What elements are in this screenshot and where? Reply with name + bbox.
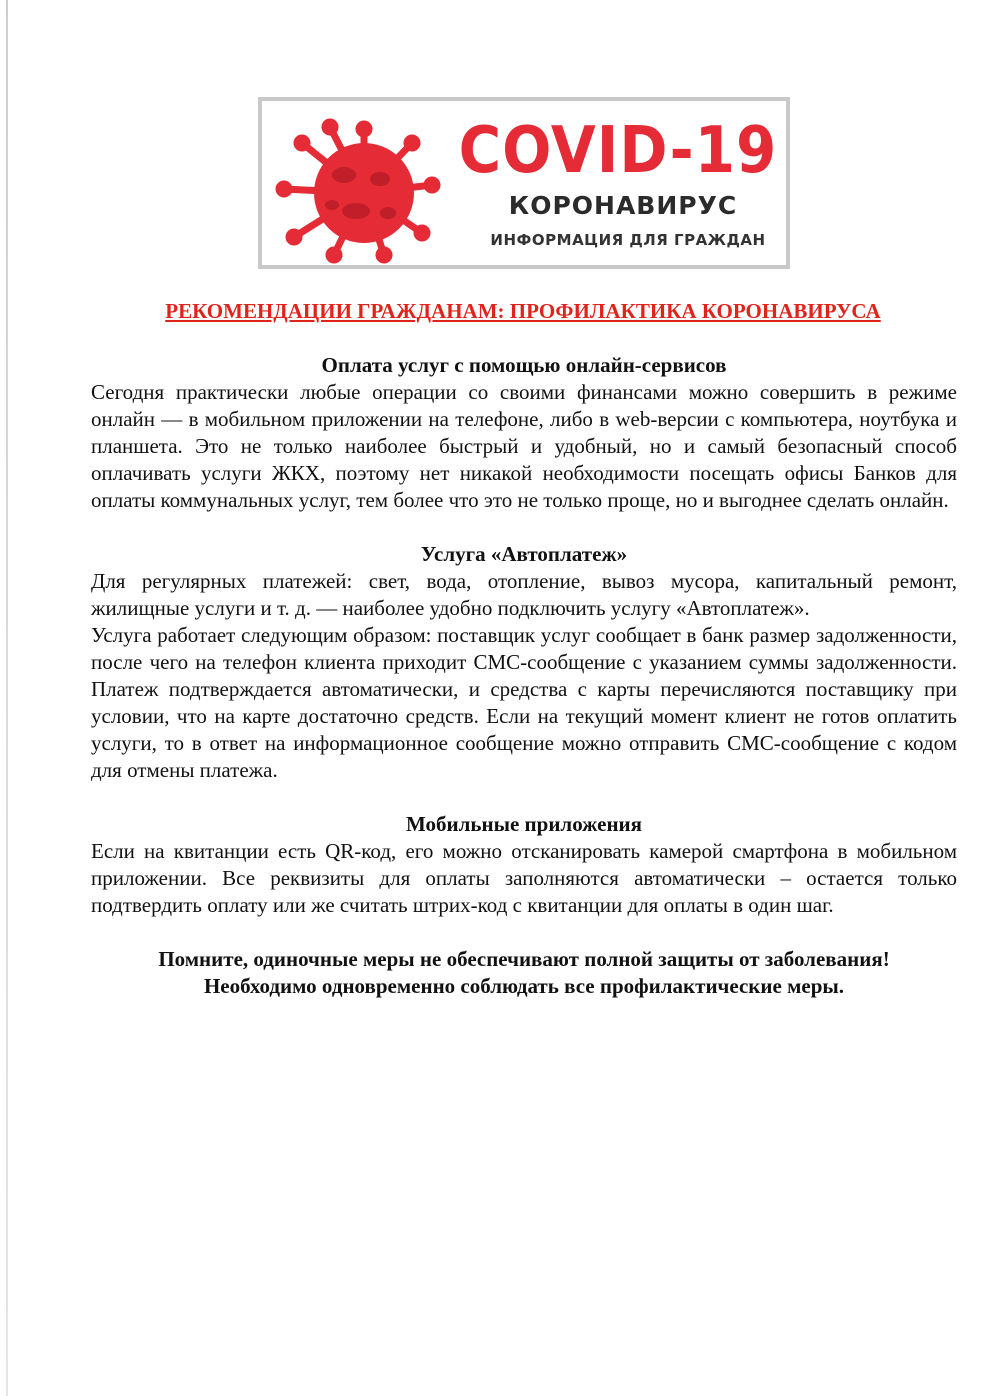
closing-advice: Необходимо одновременно соблюдать все профилактические меры. (203, 974, 845, 998)
banner-subtitle: КОРОНАВИРУС (508, 191, 738, 220)
paragraph-online-payments: Сегодня практически любые операции со своими финансами можно совершить в режиме онлайн — в мобильном приложении на телефоне, либо в web-версии с компьютера, ноутбука и планшета. Это не только наиболее быстрый и удобный, но и самый безопасный способ оплачивать услуги ЖКХ, поэтому нет никакой необходимости посещать офисы Банков для оплаты коммунальных услуг, тем более что это не только проще, но и выгоднее сделать онлайн. (91, 380, 957, 512)
closing-warning: Помните, одиночные меры не обеспечивают полной защиты от заболевания! (158, 947, 890, 971)
paragraph-autopayment-details: Услуга работает следующим образом: поставщик услуг сообщает в банк размер задолженности, после чего на телефон клиента приходит СМС-сообщение с указанием суммы задолженности. Платеж подтверждается автоматически, и средства с карты перечисляются поставщику при условии, что на карте достаточно средств. Если на текущий момент клиент не готов оплатить услуги, то в ответ на информационное сообщение можно отправить СМС-сообщение с кодом для отмены платежа. (91, 623, 957, 782)
section-title-online-payments: Оплата услуг с помощью онлайн-сервисов (321, 353, 727, 377)
section-title-autopayment: Услуга «Автоплатеж» (420, 542, 628, 566)
coronavirus-icon (272, 115, 450, 265)
page-edge (6, 0, 8, 1396)
paragraph-autopayment-intro: Для регулярных платежей: свет, вода, отопление, вывоз мусора, капитальный ремонт, жилищные услуги и т. д. — наиболее удобно подключить услугу «Автоплатеж». (91, 569, 957, 620)
section-title-mobile-apps: Мобильные приложения (405, 812, 643, 836)
document-body (91, 352, 957, 1000)
covid-banner (258, 97, 790, 269)
banner-title: COVID-19 (458, 112, 778, 188)
paragraph-mobile-apps: Если на квитанции есть QR-код, его можно отсканировать камерой смартфона в мобильном приложении. Все реквизиты для оплаты заполняются автоматически – остается только подтвердить оплату или же считать штрих-код с квитанции для оплаты в один шаг. (91, 839, 957, 917)
banner-tagline: ИНФОРМАЦИЯ ДЛЯ ГРАЖДАН (490, 231, 766, 249)
page-headline: РЕКОМЕНДАЦИИ ГРАЖДАНАМ: ПРОФИЛАКТИКА КОРОНАВИРУСА (165, 299, 881, 323)
